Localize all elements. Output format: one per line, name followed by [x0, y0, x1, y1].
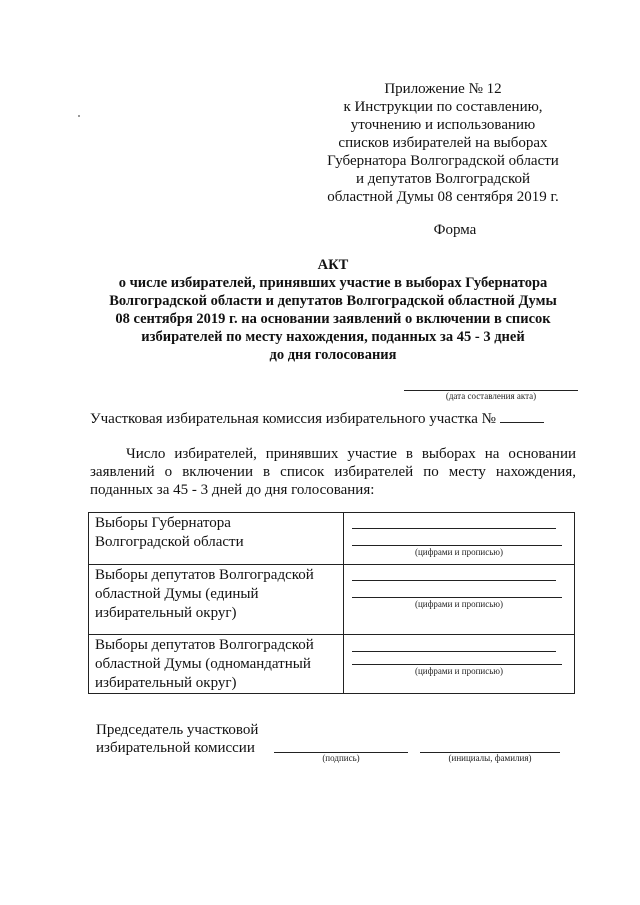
- date-blank-line: [404, 378, 578, 391]
- election-label-line: областной Думы (единый: [95, 586, 259, 602]
- paragraph-line: заявлений о включении в список избирателей по месту нахождения,: [90, 464, 576, 480]
- signature-field: [274, 738, 408, 764]
- election-label-line: областной Думы (одномандатный: [95, 656, 311, 672]
- election-label-line: избирательный округ): [95, 605, 237, 621]
- act-title: [90, 256, 576, 364]
- count-blank-line: [352, 580, 556, 581]
- voter-count-cell: [344, 565, 575, 635]
- appendix-line: Губернатора Волгоградской области: [327, 153, 559, 169]
- name-caption: (инициалы, фамилия): [448, 753, 532, 763]
- election-label-line: Выборы Губернатора: [95, 515, 231, 531]
- appendix-line: списков избирателей на выборах: [338, 135, 548, 151]
- count-blank-line: [352, 597, 562, 598]
- precinct-number-blank: [500, 410, 544, 423]
- chairman-line: Председатель участковой: [96, 722, 259, 738]
- election-label-cell: [89, 635, 344, 694]
- chairman-line: избирательной комиссии: [96, 740, 255, 756]
- title-line: Волгоградской области и депутатов Волгоградской областной Думы: [109, 293, 557, 309]
- count-blank-line: [352, 651, 556, 652]
- signature-blank-line: [274, 738, 408, 753]
- appendix-line: и депутатов Волгоградской: [355, 171, 531, 187]
- scan-speck: [78, 115, 80, 117]
- title-line: избирателей по месту нахождения, поданных за 45 - 3 дней: [141, 329, 525, 345]
- table-row: [89, 565, 575, 635]
- election-label-line: избирательный округ): [95, 675, 237, 691]
- signature-caption: (подпись): [322, 753, 360, 763]
- election-label-cell: [89, 565, 344, 635]
- commission-line: [90, 410, 544, 428]
- count-caption: (цифрами и прописью): [414, 666, 504, 676]
- name-field: [420, 738, 560, 764]
- election-label-line: Выборы депутатов Волгоградской: [95, 567, 314, 583]
- voters-paragraph: [90, 445, 576, 499]
- paragraph-line: Число избирателей, принявших участие в выборах на основании: [126, 446, 576, 462]
- voter-count-cell: [344, 635, 575, 694]
- commission-text: Участковая избирательная комиссия избирательного участка №: [90, 411, 496, 427]
- title-line: о числе избирателей, принявших участие в выборах Губернатора: [118, 275, 548, 291]
- appendix-line: областной Думы 08 сентября 2019 г.: [327, 189, 559, 205]
- count-blank-line: [352, 545, 562, 546]
- name-blank-line: [420, 738, 560, 753]
- date-caption: (дата составления акта): [445, 391, 537, 401]
- table-row: [89, 635, 575, 694]
- paragraph-line: поданных за 45 - 3 дней до дня голосования:: [90, 482, 375, 498]
- appendix-header: [318, 80, 568, 206]
- count-caption: (цифрами и прописью): [414, 599, 504, 609]
- elections-table: [88, 512, 575, 694]
- count-caption: (цифрами и прописью): [414, 547, 504, 557]
- appendix-line: к Инструкции по составлению,: [343, 99, 543, 115]
- voter-count-cell: [344, 513, 575, 565]
- title-line: АКТ: [317, 257, 349, 273]
- act-date-field: [404, 378, 578, 402]
- count-blank-line: [352, 664, 562, 665]
- chairman-label: [96, 721, 258, 757]
- form-label: Форма: [433, 222, 477, 238]
- appendix-line: Приложение № 12: [384, 81, 502, 97]
- title-line: до дня голосования: [269, 347, 397, 363]
- election-label-cell: [89, 513, 344, 565]
- election-label-line: Выборы депутатов Волгоградской: [95, 637, 314, 653]
- title-line: 08 сентября 2019 г. на основании заявлений о включении в список: [115, 311, 551, 327]
- count-blank-line: [352, 528, 556, 529]
- election-label-line: Волгоградской области: [95, 534, 244, 550]
- table-row: [89, 513, 575, 565]
- appendix-line: уточнению и использованию: [350, 117, 536, 133]
